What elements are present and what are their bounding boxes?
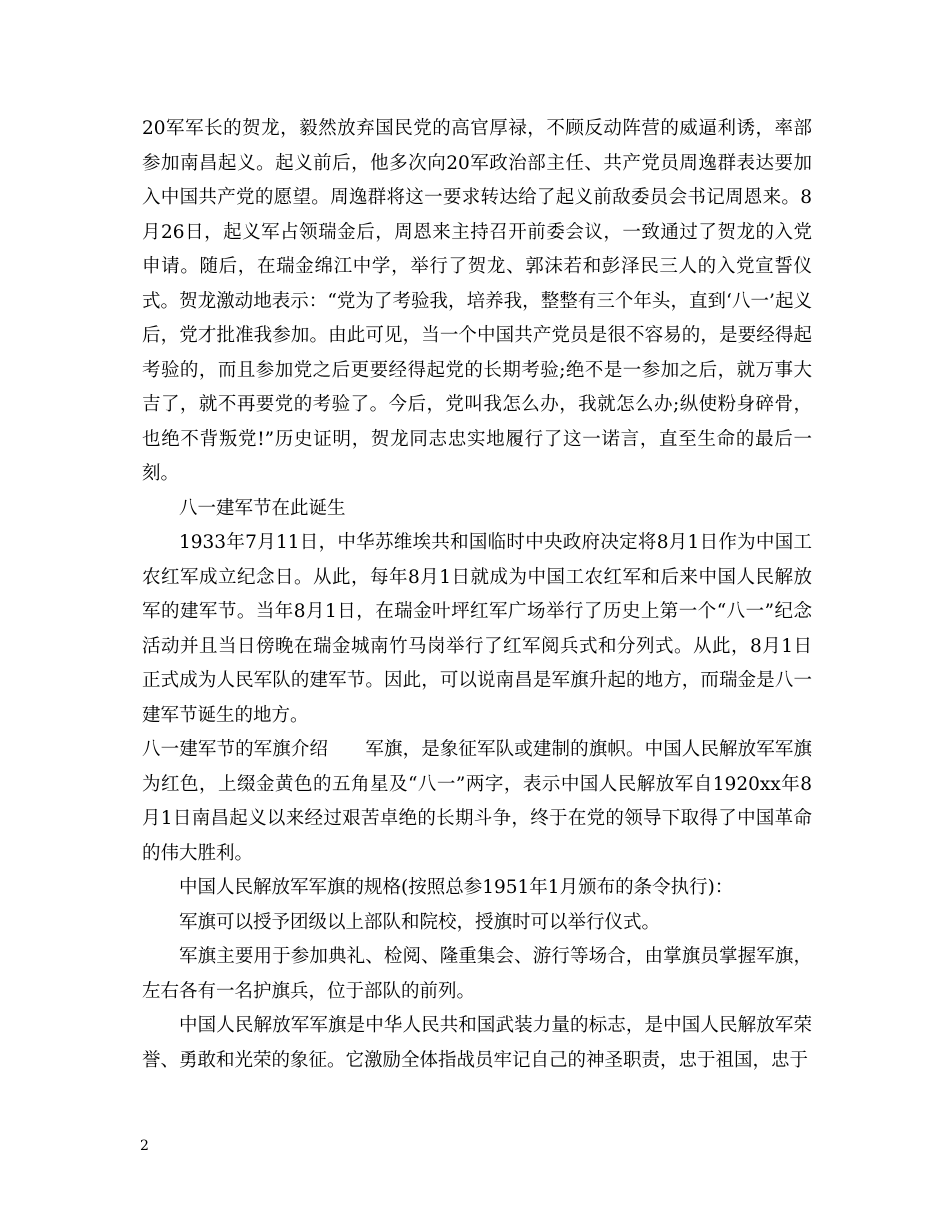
body-text xyxy=(142,112,812,1078)
page-number: 2 xyxy=(140,1138,149,1154)
section-heading-army-day-born: 八一建军节在此诞生 xyxy=(179,497,346,519)
paragraph-flag-usage: 军旗主要用于参加典礼、检阅、隆重集会、游行等场合，由掌旗员掌握军旗，左右各有一名护旗兵，位于部队的前列。 xyxy=(142,946,812,1002)
paragraph-helong-joins-party: 20军军长的贺龙，毅然放弃国民党的高官厚禄，不顾反动阵营的威逼利诱，率部参加南昌起义。起义前后，他多次向20军政治部主任、共产党员周逸群表达要加入中国共产党的愿望。周逸群将这一要求转达给了起义前敌委员会书记周恩来。8月26日，起义军占领瑞金后，周恩来主持召开前委会议，一致通过了贺龙的入党申请。随后，在瑞金绵江中学，举行了贺龙、郭沫若和彭泽民三人的入党宣誓仪式。贺龙激动地表示：“党为了考验我，培养我，整整有三个年头，直到‘八一’起义后，党才批准我参加。由此可见，当一个中国共产党员是很不容易的，是要经得起考验的，而且参加党之后更要经得起党的长期考验;绝不是一参加之后，就万事大吉了，就不再要党的考验了。今后，党叫我怎么办，我就怎么办;纵使粉身碎骨，也绝不背叛党!”历史证明，贺龙同志忠实地履行了这一诺言，直至生命的最后一刻。 xyxy=(142,118,812,484)
paragraph-flag-specification: 中国人民解放军军旗的规格(按照总参1951年1月颁布的条令执行)： xyxy=(179,877,734,898)
paragraph-army-day-origin: 1933年7月11日，中华苏维埃共和国临时中央政府决定将8月1日作为中国工农红军成立纪念日。从此，每年8月1日就成为中国工农红军和后来中国人民解放军的建军节。当年8月1日，在瑞金叶坪红军广场举行了历史上第一个“八一”纪念活动并且当日傍晚在瑞金城南竹马岗举行了红军阅兵式和分列式。从此，8月1日正式成为人民军队的建军节。因此，可以说南昌是军旗升起的地方，而瑞金是八一建军节诞生的地方。 xyxy=(142,532,812,726)
paragraph-flag-awarding: 军旗可以授予团级以上部队和院校，授旗时可以举行仪式。 xyxy=(179,911,661,933)
paragraph-flag-symbolism: 中国人民解放军军旗是中华人民共和国武装力量的标志，是中国人民解放军荣誉、勇敢和光荣的象征。它激励全体指战员牢记自己的神圣职责，忠于祖国，忠于 xyxy=(142,1015,812,1071)
paragraph-army-flag-intro: 八一建军节的军旗介绍 军旗，是象征军队或建制的旗帜。中国人民解放军军旗为红色，上缀金黄色的五角星及“八一”两字，表示中国人民解放军自1920xx年8月1日南昌起义以来经过艰苦卓绝的长期斗争，终于在党的领导下取得了中国革命的伟大胜利。 xyxy=(142,739,812,864)
